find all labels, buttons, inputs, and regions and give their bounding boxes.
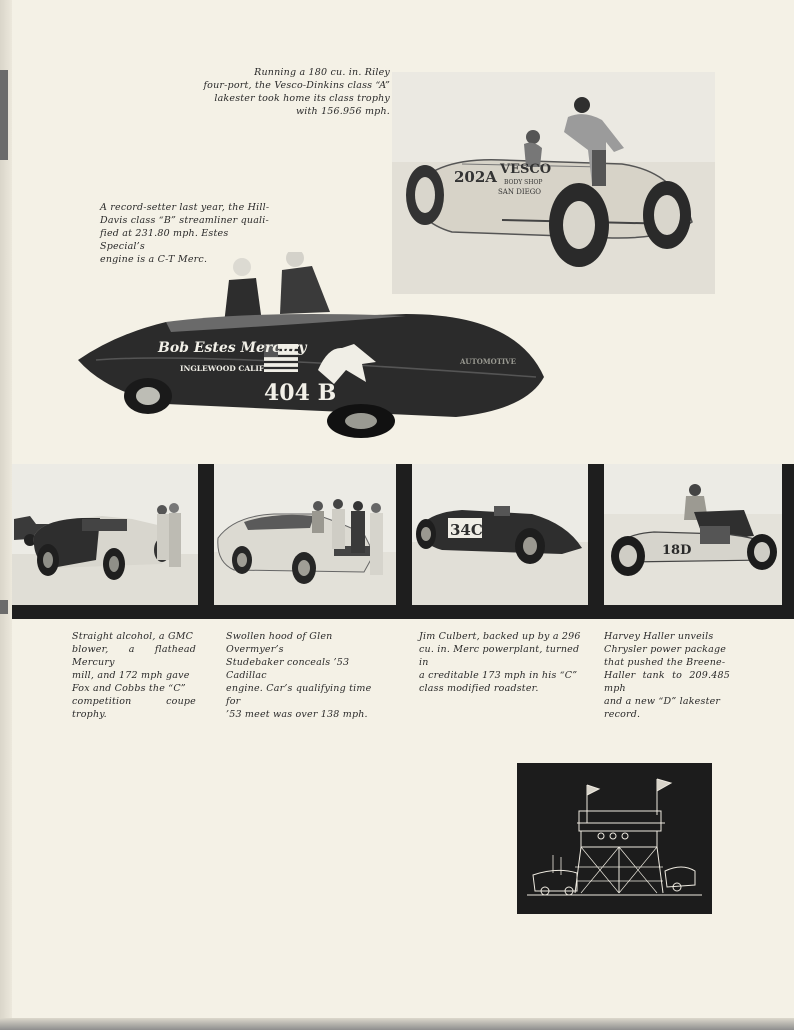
estes-city-lettering: INGLEWOOD CALIF. bbox=[180, 364, 267, 373]
photo-divider bbox=[396, 464, 412, 606]
page-binding-edge bbox=[0, 0, 12, 1030]
caption-line: four-port, the Vesco-Dinkins class “A” bbox=[203, 80, 390, 91]
binding-tab bbox=[0, 600, 8, 614]
caption-line: A record-setter last year, the Hill- bbox=[100, 202, 270, 213]
caption-haller bbox=[604, 630, 730, 721]
caption-line: competition coupe trophy. bbox=[72, 696, 196, 720]
caption-line: record. bbox=[604, 709, 641, 720]
photo-overmyer-studebaker bbox=[214, 464, 396, 606]
caption-line: Harvey Haller unveils bbox=[604, 631, 714, 642]
culbert-number-lettering: 34C bbox=[450, 521, 483, 539]
photo-fox-cobbs-coupe bbox=[12, 464, 198, 606]
photo-strip-bar bbox=[12, 605, 794, 619]
photo-divider bbox=[782, 464, 794, 606]
caption-line: Running a 180 cu. in. Riley bbox=[254, 67, 390, 78]
caption-fox-cobbs bbox=[72, 630, 196, 721]
caption-line: engine. Car’s qualifying time for bbox=[226, 683, 372, 707]
caption-line: lakester took home its class trophy bbox=[214, 93, 390, 104]
page-bottom-edge bbox=[0, 1018, 794, 1030]
caption-line: Davis class “B” streamliner quali- bbox=[100, 215, 269, 226]
timing-stand-sketch bbox=[517, 763, 712, 914]
photo-divider bbox=[588, 464, 604, 606]
photo-culbert-roadster bbox=[412, 464, 588, 606]
photo-estes-streamliner bbox=[76, 252, 548, 440]
caption-line: Straight alcohol, a GMC bbox=[72, 631, 194, 642]
caption-vesco-dinkins bbox=[190, 66, 390, 118]
caption-line: class modified roadster. bbox=[419, 683, 539, 694]
estes-side-lettering: AUTOMOTIVE bbox=[460, 357, 516, 366]
vesco-brand-lettering: VESCO bbox=[500, 162, 552, 177]
caption-line: Jim Culbert, backed up by a 296 bbox=[419, 631, 581, 642]
caption-culbert bbox=[419, 630, 581, 695]
haller-number-lettering: 18D bbox=[662, 543, 692, 558]
caption-line: fied at 231.80 mph. Estes Special’s bbox=[100, 228, 229, 252]
vesco-city-lettering: SAN DIEGO bbox=[498, 188, 542, 196]
estes-script-lettering: Bob Estes Mercury bbox=[158, 340, 307, 356]
binding-tab bbox=[0, 70, 8, 160]
caption-line: that pushed the Breene- bbox=[604, 657, 726, 668]
caption-line: Haller tank to 209.485 mph bbox=[604, 670, 730, 694]
caption-line: Chrysler power package bbox=[604, 644, 727, 655]
caption-line: engine is a C-T Merc. bbox=[100, 254, 208, 265]
caption-line: Studebaker conceals ’53 Cadillac bbox=[226, 657, 350, 681]
caption-line: mill, and 172 mph gave bbox=[72, 670, 190, 681]
vesco-number-lettering: 202A bbox=[454, 168, 497, 186]
photo-haller-lakester bbox=[604, 464, 782, 606]
vesco-body-shop-lettering: BODY SHOP bbox=[504, 179, 543, 186]
caption-line: blower, a flathead Mercury bbox=[72, 644, 196, 668]
caption-line: cu. in. Merc powerplant, turned in bbox=[419, 644, 580, 668]
caption-line: Swollen hood of Glen Overmyer’s bbox=[226, 631, 333, 655]
caption-line: with 156.956 mph. bbox=[295, 106, 390, 117]
caption-line: a creditable 173 mph in his “C” bbox=[419, 670, 578, 681]
caption-line: and a new “D” lakester bbox=[604, 696, 721, 707]
photo-divider bbox=[198, 464, 214, 606]
caption-line: Fox and Cobbs the “C” bbox=[72, 683, 186, 694]
caption-line: ’53 meet was over 138 mph. bbox=[226, 709, 368, 720]
estes-number-lettering: 404 B bbox=[264, 380, 337, 406]
caption-overmyer bbox=[226, 630, 388, 721]
